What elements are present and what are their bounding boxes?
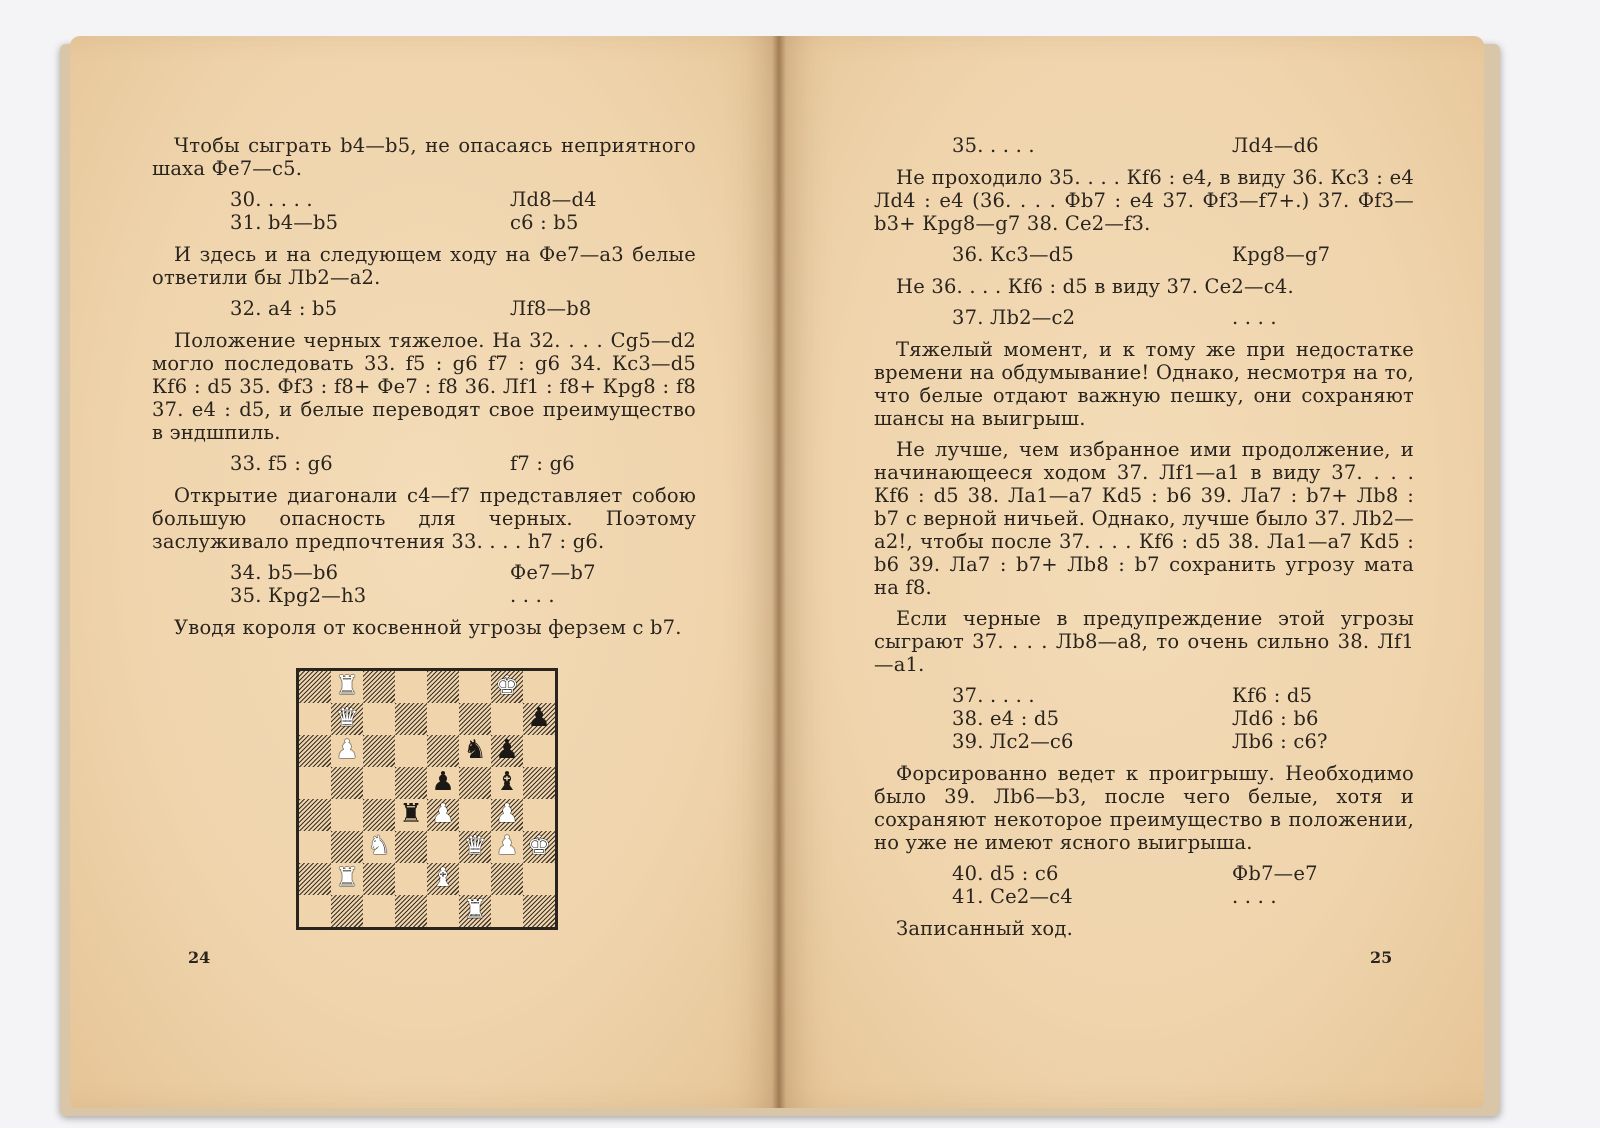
board-square-e8 (427, 671, 459, 703)
board-square-a3 (299, 831, 331, 863)
white-move: 36. Кс3—d5 (952, 243, 1075, 266)
black-move: Фb7—е7 (1232, 862, 1318, 885)
board-square-e3 (427, 831, 459, 863)
move-list (874, 684, 1414, 753)
board-square-f8 (459, 671, 491, 703)
board-square-g8 (491, 671, 523, 703)
move-row (874, 862, 1414, 885)
white-move: 35. . . . . (952, 134, 1035, 157)
board-square-f6 (459, 735, 491, 767)
chess-piece-icon: ♟ (495, 831, 519, 861)
black-move: Кf6 : d5 (1232, 684, 1313, 707)
black-move: Фе7—b7 (510, 561, 596, 584)
white-move: 38. е4 : d5 (952, 707, 1060, 730)
board-square-b6 (331, 735, 363, 767)
board-square-e4 (427, 799, 459, 831)
board-square-b3 (331, 831, 363, 863)
board-square-d7 (395, 703, 427, 735)
move-row (874, 707, 1414, 730)
move-list (874, 243, 1414, 266)
board-square-g4 (491, 799, 523, 831)
white-move: 40. d5 : с6 (952, 862, 1059, 885)
board-square-f3 (459, 831, 491, 863)
board-square-c6 (363, 735, 395, 767)
move-row (874, 243, 1414, 266)
board-square-b1 (331, 895, 363, 927)
black-move: . . . . (1232, 306, 1277, 329)
paragraph: Уводя короля от косвенной угрозы ферзем с b7. (174, 616, 682, 639)
board-square-a6 (299, 735, 331, 767)
board-square-c1 (363, 895, 395, 927)
paragraph: Чтобы сыграть b4—b5, не опасаясь неприятного шаха Фе7—с5. (152, 134, 696, 180)
move-row (152, 297, 696, 320)
board-square-c2 (363, 863, 395, 895)
move-row (152, 561, 696, 584)
chess-piece-icon: ♛ (335, 703, 359, 733)
board-square-g7 (491, 703, 523, 735)
board-square-e2 (427, 863, 459, 895)
paragraph: Не проходило 35. . . . Кf6 : е4, в виду 36. Кс3 : е4 Лd4 : е4 (36. . . . Фb7 : е4 37. Фf3—f7+.) 37. Фf3—b3+ Крg8—g7 38. Се2—f3. (874, 166, 1414, 235)
board-square-h3 (523, 831, 555, 863)
white-move: 37. . . . . (952, 684, 1035, 707)
white-move: 35. Крg2—h3 (230, 584, 367, 607)
board-square-c4 (363, 799, 395, 831)
black-move: . . . . (510, 584, 555, 607)
move-list (152, 297, 696, 320)
board-square-f4 (459, 799, 491, 831)
move-row (874, 134, 1414, 157)
chess-piece-icon: ♚ (527, 831, 551, 861)
board-square-e6 (427, 735, 459, 767)
white-move: 34. b5—b6 (230, 561, 339, 584)
move-list (874, 306, 1414, 329)
board-square-h5 (523, 767, 555, 799)
chess-piece-icon: ♟ (495, 799, 519, 829)
move-row (874, 730, 1414, 753)
chess-piece-icon: ♟ (431, 799, 455, 829)
board-square-h2 (523, 863, 555, 895)
chess-piece-icon: ♟ (431, 767, 455, 797)
board-square-a4 (299, 799, 331, 831)
move-row (152, 584, 696, 607)
chess-piece-icon: ♜ (335, 863, 359, 893)
white-move: 37. Лb2—с2 (952, 306, 1076, 329)
board-square-d4 (395, 799, 427, 831)
board-square-a7 (299, 703, 331, 735)
board-square-b7 (331, 703, 363, 735)
book-gutter (772, 36, 786, 1108)
chess-piece-icon: ♟ (495, 735, 519, 765)
black-move: Крg8—g7 (1232, 243, 1331, 266)
board-square-h4 (523, 799, 555, 831)
white-move: 41. Се2—с4 (952, 885, 1073, 908)
board-square-f5 (459, 767, 491, 799)
board-square-c3 (363, 831, 395, 863)
white-move: 39. Лс2—с6 (952, 730, 1074, 753)
board-square-b8 (331, 671, 363, 703)
board-square-h1 (523, 895, 555, 927)
chess-piece-icon: ♞ (463, 735, 487, 765)
move-row (152, 452, 696, 475)
paragraph: Если черные в предупреждение этой угрозы сыграют 37. . . . Лb8—а8, то очень сильно 38. Лf1—а1. (874, 607, 1414, 676)
black-move: f7 : g6 (510, 452, 575, 475)
chess-piece-icon: ♝ (495, 767, 519, 797)
board-square-g1 (491, 895, 523, 927)
paragraph: И здесь и на следующем ходу на Фе7—а3 белые ответили бы Лb2—а2. (152, 243, 696, 289)
move-row (152, 188, 696, 211)
chess-piece-icon: ♜ (463, 895, 487, 925)
chess-piece-icon: ♜ (399, 799, 423, 829)
black-move: Лd4—d6 (1232, 134, 1319, 157)
move-list (152, 452, 696, 475)
board-square-f2 (459, 863, 491, 895)
chess-piece-icon: ♝ (431, 863, 455, 893)
board-square-g6 (491, 735, 523, 767)
chess-piece-icon: ♟ (335, 735, 359, 765)
left-page (70, 36, 778, 1108)
board-square-e5 (427, 767, 459, 799)
paragraph: Не лучше, чем избранное ими продолжение, и начинающееся ходом 37. Лf1—а1 в виду 37. . . . Кf6 : d5 38. Ла1—а7 Кd5 : b6 39. Ла7 : b7+ Лb8 : b7 с верной ничьей. Однако, лучше было 37. Лb2—а2!, чтобы после 37. . . . Кf6 : d5 38. Ла1—а7 Кd5 : b6 39. Ла7 : b7+ Лb8 : b7 сохранить угрозу мата на f8. (874, 438, 1414, 599)
board-square-a5 (299, 767, 331, 799)
board-square-d1 (395, 895, 427, 927)
black-move: . . . . (1232, 885, 1277, 908)
board-square-h7 (523, 703, 555, 735)
board-square-d3 (395, 831, 427, 863)
chess-piece-icon: ♞ (367, 831, 391, 861)
board-square-d6 (395, 735, 427, 767)
board-square-e7 (427, 703, 459, 735)
board-square-c7 (363, 703, 395, 735)
paragraph: Открытие диагонали с4—f7 представляет собою большую опасность для черных. Поэтому заслуживало предпочтения 33. . . . h7 : g6. (152, 484, 696, 553)
board-square-d2 (395, 863, 427, 895)
chess-piece-icon: ♜ (335, 671, 359, 701)
move-list (152, 561, 696, 607)
paragraph: Тяжелый момент, и к тому же при недостатке времени на обдумывание! Однако, несмотря на то, что белые отдают важную пешку, они сохраняют шансы на выигрыш. (874, 338, 1414, 430)
paragraph: Записанный ход. (896, 917, 1073, 940)
board-square-c5 (363, 767, 395, 799)
paragraph: Форсированно ведет к проигрышу. Необходимо было 39. Лb6—b3, после чего белые, хотя и сохраняют некоторое преимущество в положении, но уже не имеют ясного выигрыша. (874, 762, 1414, 854)
paragraph: Не 36. . . . Кf6 : d5 в виду 37. Се2—с4. (896, 275, 1294, 298)
white-move: 31. b4—b5 (230, 211, 339, 234)
board-square-g2 (491, 863, 523, 895)
white-move: 33. f5 : g6 (230, 452, 333, 475)
move-row (874, 885, 1414, 908)
page-number-right: 25 (1370, 948, 1393, 967)
board-square-g3 (491, 831, 523, 863)
black-move: Лb6 : с6? (1232, 730, 1328, 753)
board-square-g5 (491, 767, 523, 799)
open-book (60, 36, 1540, 1116)
board-square-d5 (395, 767, 427, 799)
board-square-b5 (331, 767, 363, 799)
move-row (874, 684, 1414, 707)
black-move: c6 : b5 (510, 211, 579, 234)
move-row (874, 306, 1414, 329)
right-page-text (874, 134, 1414, 948)
paragraph: Положение черных тяжелое. На 32. . . . Сg5—d2 могло последовать 33. f5 : g6 f7 : g6 34. Кс3—d5 Кf6 : d5 35. Фf3 : f8+ Фе7 : f8 36. Лf1 : f8+ Крg8 : f8 37. е4 : d5, и белые переводят свое преимущество в эндшпиль. (152, 329, 696, 444)
board-square-a2 (299, 863, 331, 895)
move-list (152, 188, 696, 234)
move-list (874, 134, 1414, 157)
move-list (874, 862, 1414, 908)
board-square-f7 (459, 703, 491, 735)
board-square-f1 (459, 895, 491, 927)
board-square-h6 (523, 735, 555, 767)
white-move: 30. . . . . (230, 188, 313, 211)
black-move: Лf8—b8 (510, 297, 592, 320)
chess-diagram (296, 668, 558, 930)
board-square-e1 (427, 895, 459, 927)
right-page (778, 36, 1484, 1108)
move-row (152, 211, 696, 234)
board-square-b2 (331, 863, 363, 895)
chess-piece-icon: ♛ (463, 831, 487, 861)
page-number-left: 24 (188, 948, 211, 967)
board-square-c8 (363, 671, 395, 703)
left-page-text (152, 134, 696, 647)
board-square-a1 (299, 895, 331, 927)
chess-piece-icon: ♟ (527, 703, 551, 733)
board-square-d8 (395, 671, 427, 703)
black-move: Лd6 : b6 (1232, 707, 1319, 730)
chess-piece-icon: ♚ (495, 671, 519, 701)
white-move: 32. a4 : b5 (230, 297, 338, 320)
board-square-a8 (299, 671, 331, 703)
board-square-b4 (331, 799, 363, 831)
board-square-h8 (523, 671, 555, 703)
black-move: Лd8—d4 (510, 188, 597, 211)
